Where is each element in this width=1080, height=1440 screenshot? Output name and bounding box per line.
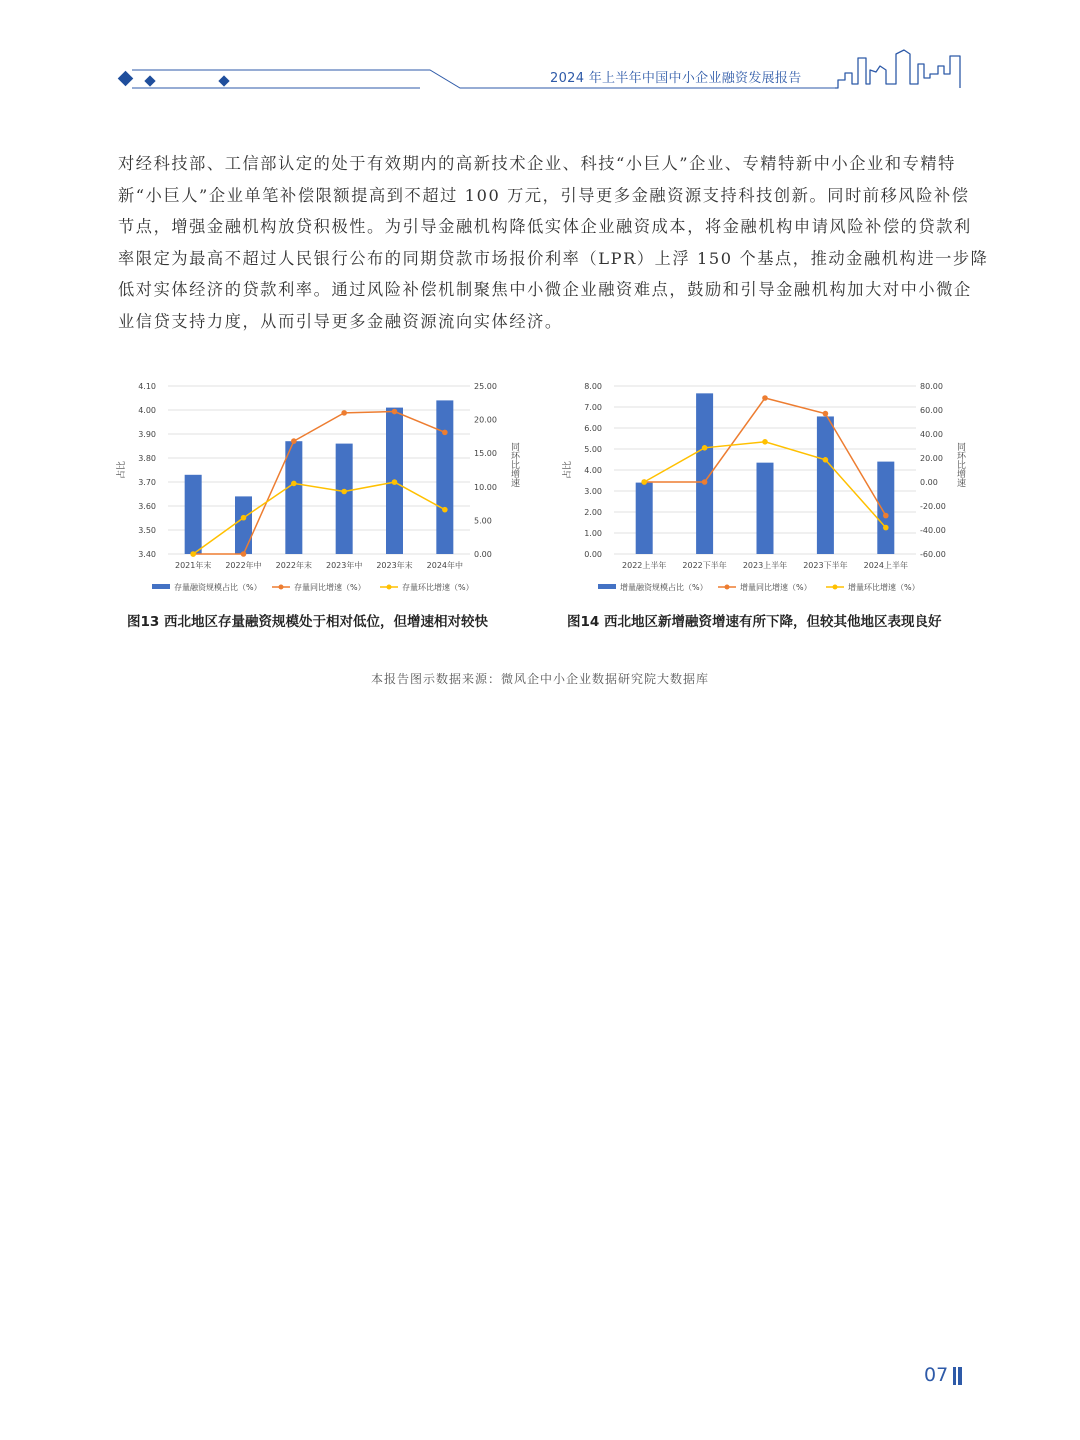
y2-tick-label: 10.00	[474, 482, 497, 492]
y2-tick-label: 25.00	[474, 382, 497, 391]
x-tick-label: 2023年中	[325, 561, 363, 570]
legend-label: 存量环比增速（%）	[402, 583, 474, 592]
legend-marker	[387, 585, 392, 590]
bar	[336, 444, 353, 554]
paragraph-line: 节点，增强金融机构放贷积极性。为引导金融机构降低实体企业融资成本，将金融机构申请风险补偿的贷款利	[118, 217, 972, 237]
y2-tick-label: 20.00	[920, 454, 943, 463]
x-tick-label: 2023年末	[376, 561, 413, 570]
series-point	[762, 395, 768, 401]
legend-marker	[725, 585, 730, 590]
paragraph-line: 率限定为最高不超过人民银行公布的同期贷款市场报价利率（LPR）上浮 150 个基点，推动金融机构进一步降	[118, 248, 989, 268]
series-point	[823, 457, 829, 463]
series-point	[442, 430, 448, 436]
x-tick-label: 2022年末	[275, 561, 313, 570]
x-tick-label: 2023上半年	[742, 561, 788, 570]
legend-swatch	[598, 584, 616, 589]
series-point	[883, 513, 889, 519]
series-point	[241, 551, 247, 557]
series-point	[291, 438, 297, 444]
legend-label: 存量同比增速（%）	[294, 583, 366, 592]
header-decoration	[0, 0, 1080, 110]
bar	[235, 496, 252, 554]
figure-14-chart	[556, 372, 976, 606]
bar	[636, 483, 653, 554]
bar	[185, 475, 202, 554]
y2-tick-label: 60.00	[920, 406, 943, 415]
paragraph-line: 新“小巨人”企业单笔补偿限额提高到不超过 100 万元，引导更多金融资源支持科技创新。同时前移风险补偿	[118, 185, 970, 205]
y2-tick-label: 0.00	[920, 478, 938, 487]
y2-tick-label: 20.00	[474, 415, 497, 425]
y-tick-label: 8.00	[584, 382, 602, 391]
data-source-note: 本报告图示数据来源：微风企中小企业数据研究院大数据库	[370, 672, 709, 686]
figure-13-caption: 图13 西北地区存量融资规模处于相对低位，但增速相对较快	[127, 614, 488, 630]
y-axis-label: 占比	[117, 460, 127, 480]
y-tick-label: 1.00	[584, 529, 602, 538]
page-number-bars-icon	[953, 1367, 963, 1385]
figure-14-caption: 图14 西北地区新增融资增速有所下降，但较其他地区表现良好	[567, 614, 942, 630]
series-point	[702, 479, 708, 485]
y-tick-label: 3.90	[138, 430, 156, 439]
series-point	[823, 411, 829, 417]
series-point	[641, 479, 647, 485]
y2-tick-label: 5.00	[474, 516, 492, 526]
bar	[817, 416, 834, 554]
series-point	[702, 445, 708, 451]
y-tick-label: 4.00	[138, 406, 156, 415]
y2-axis-label: 同环比增速	[509, 442, 519, 487]
page-header	[0, 0, 1080, 110]
paragraph-line: 低对实体经济的贷款利率。通过风险补偿机制聚焦中小微企业融资难点，鼓励和引导金融机构加大对中小微企	[118, 280, 972, 300]
legend-marker	[833, 585, 838, 590]
series-point	[392, 479, 398, 485]
y-axis-label: 占比	[563, 460, 573, 480]
y2-tick-label: 15.00	[474, 449, 497, 459]
series-point	[341, 410, 347, 416]
y2-tick-label: -20.00	[920, 502, 946, 511]
series-point	[762, 439, 768, 445]
series-point	[341, 489, 347, 495]
figure-14-svg	[556, 372, 976, 602]
y-tick-label: 3.00	[584, 487, 602, 496]
x-tick-label: 2023下半年	[803, 561, 848, 570]
series-point	[241, 515, 247, 521]
legend-label: 增量融资规模占比（%）	[620, 583, 708, 592]
y-tick-label: 3.50	[138, 526, 156, 535]
y-tick-label: 2.00	[584, 508, 602, 517]
x-tick-label: 2022下半年	[682, 561, 727, 570]
y-tick-label: 0.00	[584, 550, 602, 559]
series-point	[291, 481, 297, 487]
y2-tick-label: 40.00	[920, 430, 943, 439]
page-number: 07	[924, 1364, 949, 1386]
y2-tick-label: -60.00	[920, 550, 946, 559]
y-tick-label: 7.00	[584, 403, 602, 412]
series-point	[190, 551, 196, 557]
legend-label: 增量同比增速（%）	[740, 583, 812, 592]
y2-tick-label: 80.00	[920, 382, 943, 391]
bar	[436, 400, 453, 554]
x-tick-label: 2021年末	[174, 561, 212, 570]
y-tick-label: 3.80	[138, 454, 156, 463]
y2-tick-label: 0.00	[474, 550, 492, 559]
y-tick-label: 6.00	[584, 424, 602, 433]
x-tick-label: 2024上半年	[863, 561, 908, 570]
y-tick-label: 3.60	[138, 502, 156, 511]
y2-tick-label: -40.00	[920, 526, 946, 535]
bar	[877, 462, 894, 554]
bar	[285, 441, 302, 554]
y-tick-label: 4.00	[584, 466, 602, 475]
series-line	[193, 412, 445, 554]
body-paragraph	[118, 148, 989, 338]
figure-13-chart	[110, 372, 530, 606]
x-tick-label: 2024年中	[426, 561, 464, 570]
paragraph-line: 对经科技部、工信部认定的处于有效期内的高新技术企业、科技“小巨人”企业、专精特新中小企业和专精特	[118, 154, 956, 173]
paragraph-line: 业信贷支持力度，从而引导更多金融资源流向实体经济。	[118, 311, 563, 331]
y-tick-label: 3.40	[138, 550, 156, 559]
series-line	[193, 482, 445, 554]
y2-axis-label: 同环比增速	[955, 442, 965, 487]
legend-swatch	[152, 584, 170, 589]
y-tick-label: 4.10	[138, 382, 156, 391]
legend-label: 存量融资规模占比（%）	[174, 583, 262, 592]
y-tick-label: 3.70	[138, 478, 156, 487]
x-tick-label: 2022年中	[225, 561, 262, 570]
series-point	[883, 525, 889, 531]
series-point	[442, 507, 448, 513]
bar	[757, 463, 774, 554]
y-tick-label: 5.00	[584, 445, 602, 454]
legend-marker	[279, 585, 284, 590]
report-title: 2024 年上半年中国中小企业融资发展报告	[550, 71, 802, 86]
x-tick-label: 2022上半年	[622, 561, 667, 570]
figure-13-svg	[110, 372, 530, 602]
series-point	[392, 409, 398, 415]
legend-label: 增量环比增速（%）	[848, 583, 920, 592]
